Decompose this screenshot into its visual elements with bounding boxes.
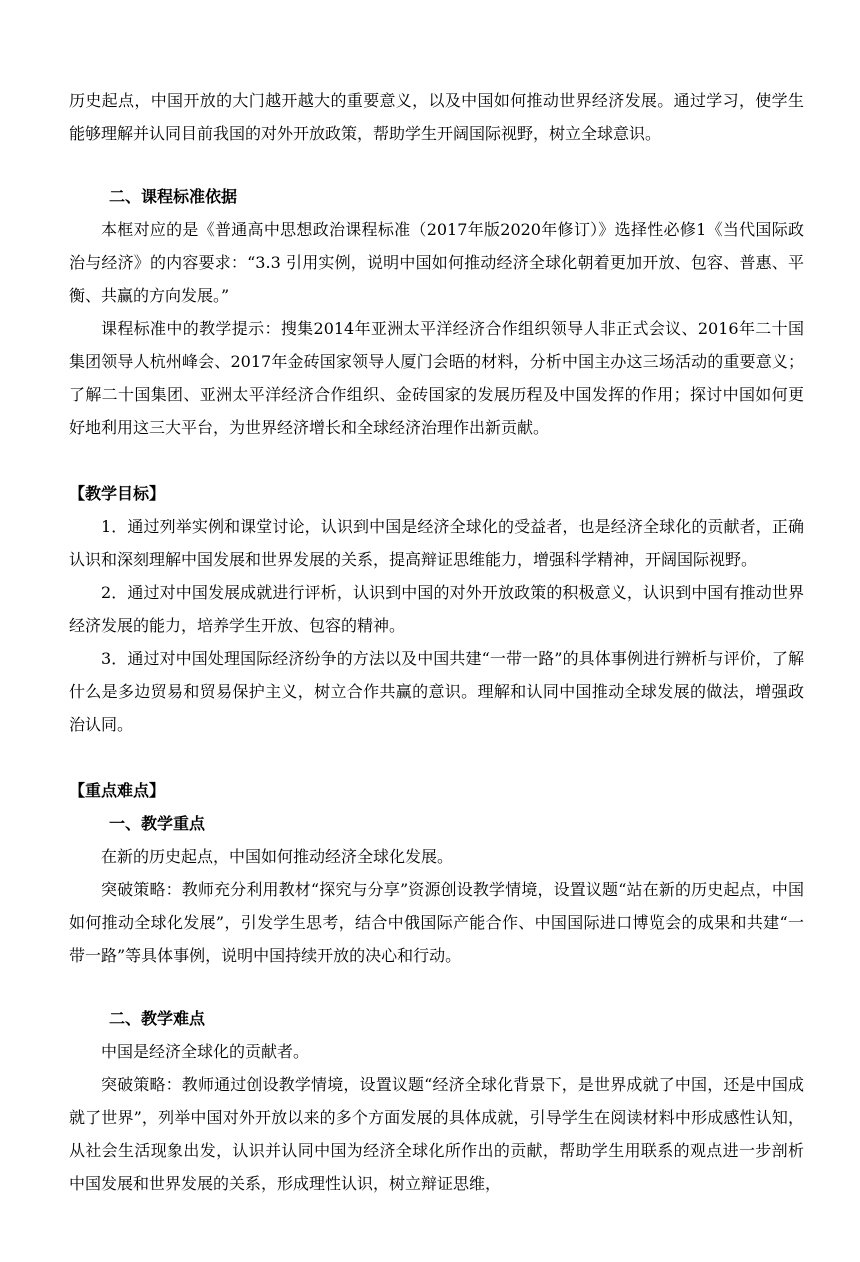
goal-item-3: 3．通过对中国处理国际经济纷争的方法以及中国共建“一带一路”的具体事例进行辨析与评价，了解什么是多边贸易和贸易保护主义，树立合作共赢的意识。理解和认同中国推动全球发展的做法，增强政治认同。 bbox=[69, 649, 804, 734]
spacer bbox=[69, 972, 804, 1002]
standard-paragraph-2: 课程标准中的教学提示：搜集2014年亚洲太平洋经济合作组织领导人非正式会议、2016年二十国集团领导人杭州峰会、2017年金砖国家领导人厦门会晤的材料，分析中国主办这三场活动的重要意义；了解二十国集团、亚洲太平洋经济合作组织、金砖国家的发展历程及中国发挥的作用；探讨中国如何更好地利用这三大平台，为世界经济增长和全球经济治理作出新贡献。 bbox=[69, 319, 804, 437]
focus-heading: 一、教学重点 bbox=[109, 814, 206, 833]
spacer bbox=[69, 444, 804, 477]
difficulty-statement: 中国是经济全球化的贡献者。 bbox=[101, 1042, 310, 1061]
goals-heading: 【教学目标】 bbox=[69, 484, 166, 503]
standard-paragraph-1: 本框对应的是《普通高中思想政治课程标准（2017年版2020年修订）》选择性必修1《当代国际政治与经济》的内容要求：“3.3 引用实例，说明中国如何推动经济全球化朝着更加开放、包容、普惠、平衡、共赢的方向发展。” bbox=[69, 220, 804, 305]
intro-paragraph: 历史起点，中国开放的大门越开越大的重要意义，以及中国如何推动世界经济发展。通过学习，使学生能够理解并认同目前我国的对外开放政策，帮助学生开阔国际视野，树立全球意识。 bbox=[69, 91, 804, 143]
keypoints-heading: 【重点难点】 bbox=[69, 781, 166, 800]
spacer bbox=[69, 741, 804, 774]
goal-item-2: 2．通过对中国发展成就进行评析，认识到中国的对外开放政策的积极意义，认识到中国有推动世界经济发展的能力，培养学生开放、包容的精神。 bbox=[69, 583, 804, 635]
goal-item-1: 1．通过列举实例和课堂讨论，认识到中国是经济全球化的受益者，也是经济全球化的贡献者，正确认识和深刻理解中国发展和世界发展的关系，提高辩证思维能力，增强科学精神，开阔国际视野。 bbox=[69, 517, 804, 569]
difficulty-strategy: 突破策略：教师通过创设教学情境，设置议题“经济全球化背景下，是世界成就了中国，还是中国成就了世界”，列举中国对外开放以来的多个方面发展的具体成就，引导学生在阅读材料中形成感性认知，从社会生活现象出发，认识并认同中国为经济全球化所作出的贡献，帮助学生用联系的观点进一步剖析中国发展和世界发展的关系，形成理性认识，树立辩证思维， bbox=[69, 1075, 804, 1193]
spacer bbox=[69, 150, 804, 180]
difficulty-heading: 二、教学难点 bbox=[109, 1009, 206, 1028]
standard-heading: 二、课程标准依据 bbox=[109, 187, 238, 206]
focus-statement: 在新的历史起点，中国如何推动经济全球化发展。 bbox=[101, 847, 454, 866]
focus-strategy: 突破策略：教师充分利用教材“探究与分享”资源创设教学情境，设置议题“站在新的历史起点，中国如何推动全球化发展”，引发学生思考，结合中俄国际产能合作、中国国际进口博览会的成果和共建“一带一路”等具体事例，说明中国持续开放的决心和行动。 bbox=[69, 880, 804, 965]
document-page bbox=[69, 84, 804, 1200]
